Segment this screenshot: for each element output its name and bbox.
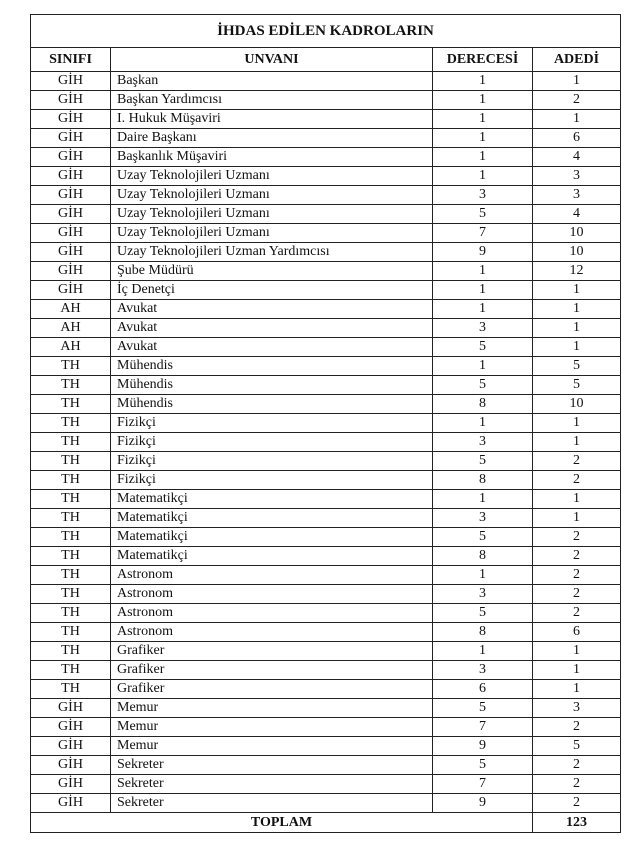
cell-derecesi: 1 (433, 129, 533, 148)
cell-unvani: Astronom (111, 604, 433, 623)
cell-sinifi: TH (31, 509, 111, 528)
cell-derecesi: 1 (433, 148, 533, 167)
cell-sinifi: AH (31, 300, 111, 319)
table-row (31, 509, 621, 528)
cell-sinifi: GİH (31, 262, 111, 281)
cell-unvani: Matematikçi (111, 509, 433, 528)
cell-sinifi: GİH (31, 148, 111, 167)
cell-derecesi: 1 (433, 490, 533, 509)
table-row (31, 205, 621, 224)
cell-derecesi: 1 (433, 300, 533, 319)
table-row (31, 528, 621, 547)
table-row (31, 224, 621, 243)
cell-sinifi: GİH (31, 737, 111, 756)
cell-derecesi: 7 (433, 224, 533, 243)
cell-adedi: 2 (533, 528, 621, 547)
cell-unvani: Sekreter (111, 756, 433, 775)
cell-unvani: Avukat (111, 338, 433, 357)
table-row (31, 167, 621, 186)
cell-derecesi: 3 (433, 433, 533, 452)
cell-sinifi: GİH (31, 186, 111, 205)
cell-adedi: 1 (533, 72, 621, 91)
cell-unvani: Fizikçi (111, 414, 433, 433)
total-label: TOPLAM (31, 813, 533, 833)
cell-derecesi: 9 (433, 737, 533, 756)
cell-adedi: 2 (533, 471, 621, 490)
table-row (31, 756, 621, 775)
cell-derecesi: 7 (433, 775, 533, 794)
total-value: 123 (533, 813, 621, 833)
cell-sinifi: TH (31, 528, 111, 547)
cell-derecesi: 1 (433, 642, 533, 661)
table-row (31, 281, 621, 300)
cell-sinifi: TH (31, 623, 111, 642)
cell-derecesi: 1 (433, 167, 533, 186)
cell-derecesi: 3 (433, 661, 533, 680)
table-row (31, 376, 621, 395)
cell-derecesi: 3 (433, 509, 533, 528)
cell-sinifi: TH (31, 585, 111, 604)
cell-derecesi: 7 (433, 718, 533, 737)
table-row (31, 623, 621, 642)
cell-derecesi: 1 (433, 281, 533, 300)
table-row (31, 547, 621, 566)
cell-adedi: 2 (533, 756, 621, 775)
cell-derecesi: 6 (433, 680, 533, 699)
cell-adedi: 1 (533, 110, 621, 129)
table-row (31, 718, 621, 737)
cell-derecesi: 9 (433, 794, 533, 813)
cell-derecesi: 1 (433, 414, 533, 433)
cell-adedi: 1 (533, 509, 621, 528)
cell-unvani: Memur (111, 737, 433, 756)
cell-derecesi: 1 (433, 357, 533, 376)
cell-unvani: Matematikçi (111, 490, 433, 509)
cell-unvani: Mühendis (111, 376, 433, 395)
cell-adedi: 2 (533, 604, 621, 623)
cell-unvani: Mühendis (111, 357, 433, 376)
cell-sinifi: TH (31, 395, 111, 414)
cell-sinifi: TH (31, 433, 111, 452)
total-row (31, 813, 621, 833)
header-derecesi: DERECESİ (433, 48, 533, 72)
cell-sinifi: GİH (31, 129, 111, 148)
table-row (31, 490, 621, 509)
cell-sinifi: TH (31, 414, 111, 433)
cell-unvani: Matematikçi (111, 528, 433, 547)
cell-derecesi: 3 (433, 585, 533, 604)
table-row (31, 452, 621, 471)
table-row (31, 319, 621, 338)
cell-sinifi: GİH (31, 224, 111, 243)
cell-unvani: Astronom (111, 566, 433, 585)
table-row (31, 110, 621, 129)
table-row (31, 338, 621, 357)
cell-adedi: 3 (533, 186, 621, 205)
cell-derecesi: 1 (433, 262, 533, 281)
table-row (31, 243, 621, 262)
cell-adedi: 10 (533, 395, 621, 414)
cell-unvani: Mühendis (111, 395, 433, 414)
table-row (31, 566, 621, 585)
table-row (31, 186, 621, 205)
cell-derecesi: 3 (433, 319, 533, 338)
cell-adedi: 2 (533, 566, 621, 585)
table-row (31, 794, 621, 813)
table-row (31, 661, 621, 680)
cell-unvani: Astronom (111, 623, 433, 642)
cell-unvani: Grafiker (111, 661, 433, 680)
cell-sinifi: TH (31, 471, 111, 490)
table-row (31, 414, 621, 433)
cell-adedi: 2 (533, 91, 621, 110)
cell-sinifi: AH (31, 319, 111, 338)
table-row (31, 604, 621, 623)
cell-sinifi: GİH (31, 72, 111, 91)
table-row (31, 72, 621, 91)
cell-adedi: 1 (533, 300, 621, 319)
table-row (31, 433, 621, 452)
cell-sinifi: GİH (31, 281, 111, 300)
cell-adedi: 2 (533, 547, 621, 566)
cell-sinifi: GİH (31, 243, 111, 262)
cell-unvani: Avukat (111, 319, 433, 338)
cell-unvani: Uzay Teknolojileri Uzmanı (111, 205, 433, 224)
cell-unvani: Memur (111, 699, 433, 718)
cell-adedi: 5 (533, 357, 621, 376)
table-row (31, 680, 621, 699)
cell-derecesi: 5 (433, 338, 533, 357)
cell-unvani: İç Denetçi (111, 281, 433, 300)
table-row (31, 775, 621, 794)
table-title: İHDAS EDİLEN KADROLARIN (31, 15, 621, 48)
cell-sinifi: TH (31, 490, 111, 509)
table-row (31, 262, 621, 281)
cell-sinifi: GİH (31, 794, 111, 813)
title-row (31, 15, 621, 48)
cell-adedi: 12 (533, 262, 621, 281)
cell-sinifi: TH (31, 452, 111, 471)
cell-unvani: Başkan (111, 72, 433, 91)
cell-adedi: 2 (533, 794, 621, 813)
header-row (31, 48, 621, 72)
cell-unvani: Uzay Teknolojileri Uzmanı (111, 224, 433, 243)
header-adedi: ADEDİ (533, 48, 621, 72)
cell-sinifi: TH (31, 547, 111, 566)
cell-sinifi: TH (31, 661, 111, 680)
cell-unvani: Fizikçi (111, 452, 433, 471)
cell-adedi: 2 (533, 452, 621, 471)
cell-derecesi: 5 (433, 452, 533, 471)
cell-derecesi: 5 (433, 756, 533, 775)
cell-derecesi: 9 (433, 243, 533, 262)
cell-unvani: Başkanlık Müşaviri (111, 148, 433, 167)
cell-unvani: Başkan Yardımcısı (111, 91, 433, 110)
cell-derecesi: 1 (433, 91, 533, 110)
cell-adedi: 6 (533, 129, 621, 148)
cell-adedi: 1 (533, 490, 621, 509)
cell-unvani: Uzay Teknolojileri Uzman Yardımcısı (111, 243, 433, 262)
table-row (31, 585, 621, 604)
cell-derecesi: 8 (433, 623, 533, 642)
cell-derecesi: 1 (433, 72, 533, 91)
cell-adedi: 5 (533, 376, 621, 395)
cell-adedi: 1 (533, 338, 621, 357)
cell-unvani: Grafiker (111, 642, 433, 661)
cell-adedi: 3 (533, 167, 621, 186)
cell-sinifi: GİH (31, 756, 111, 775)
cell-unvani: Memur (111, 718, 433, 737)
cell-derecesi: 3 (433, 186, 533, 205)
cadre-table (30, 14, 621, 833)
cell-sinifi: TH (31, 376, 111, 395)
cell-unvani: Astronom (111, 585, 433, 604)
table-row (31, 395, 621, 414)
cell-derecesi: 1 (433, 110, 533, 129)
cell-sinifi: GİH (31, 775, 111, 794)
header-sinifi: SINIFI (31, 48, 111, 72)
cell-sinifi: TH (31, 642, 111, 661)
cell-sinifi: GİH (31, 718, 111, 737)
cell-unvani: Fizikçi (111, 471, 433, 490)
table-row (31, 300, 621, 319)
cell-unvani: Daire Başkanı (111, 129, 433, 148)
cell-derecesi: 5 (433, 205, 533, 224)
cell-adedi: 10 (533, 224, 621, 243)
cell-derecesi: 5 (433, 376, 533, 395)
cell-derecesi: 5 (433, 528, 533, 547)
table-row (31, 737, 621, 756)
cell-unvani: Fizikçi (111, 433, 433, 452)
cell-adedi: 4 (533, 205, 621, 224)
table-row (31, 129, 621, 148)
cell-adedi: 2 (533, 775, 621, 794)
table-row (31, 91, 621, 110)
cell-derecesi: 1 (433, 566, 533, 585)
cell-adedi: 1 (533, 642, 621, 661)
table-row (31, 699, 621, 718)
cell-adedi: 1 (533, 281, 621, 300)
cell-adedi: 1 (533, 661, 621, 680)
cell-sinifi: TH (31, 680, 111, 699)
cell-unvani: Grafiker (111, 680, 433, 699)
cell-adedi: 5 (533, 737, 621, 756)
cell-adedi: 1 (533, 680, 621, 699)
cell-adedi: 4 (533, 148, 621, 167)
cell-sinifi: GİH (31, 205, 111, 224)
cell-adedi: 2 (533, 585, 621, 604)
cell-unvani: Uzay Teknolojileri Uzmanı (111, 186, 433, 205)
cell-sinifi: GİH (31, 110, 111, 129)
cell-unvani: Şube Müdürü (111, 262, 433, 281)
cell-sinifi: AH (31, 338, 111, 357)
cell-adedi: 2 (533, 718, 621, 737)
cell-adedi: 1 (533, 414, 621, 433)
cell-derecesi: 8 (433, 547, 533, 566)
cell-adedi: 3 (533, 699, 621, 718)
table-row (31, 148, 621, 167)
cell-derecesi: 8 (433, 395, 533, 414)
cell-unvani: I. Hukuk Müşaviri (111, 110, 433, 129)
header-unvani: UNVANI (111, 48, 433, 72)
cell-sinifi: TH (31, 604, 111, 623)
table-row (31, 471, 621, 490)
table-row (31, 642, 621, 661)
cell-adedi: 1 (533, 319, 621, 338)
cell-unvani: Uzay Teknolojileri Uzmanı (111, 167, 433, 186)
cell-derecesi: 5 (433, 604, 533, 623)
cell-unvani: Avukat (111, 300, 433, 319)
cell-adedi: 1 (533, 433, 621, 452)
cell-adedi: 6 (533, 623, 621, 642)
cell-sinifi: TH (31, 357, 111, 376)
cell-sinifi: GİH (31, 167, 111, 186)
table-row (31, 357, 621, 376)
cell-unvani: Sekreter (111, 794, 433, 813)
cell-adedi: 10 (533, 243, 621, 262)
cell-derecesi: 5 (433, 699, 533, 718)
cell-sinifi: TH (31, 566, 111, 585)
cell-unvani: Sekreter (111, 775, 433, 794)
cell-sinifi: GİH (31, 699, 111, 718)
cell-sinifi: GİH (31, 91, 111, 110)
cell-unvani: Matematikçi (111, 547, 433, 566)
cell-derecesi: 8 (433, 471, 533, 490)
